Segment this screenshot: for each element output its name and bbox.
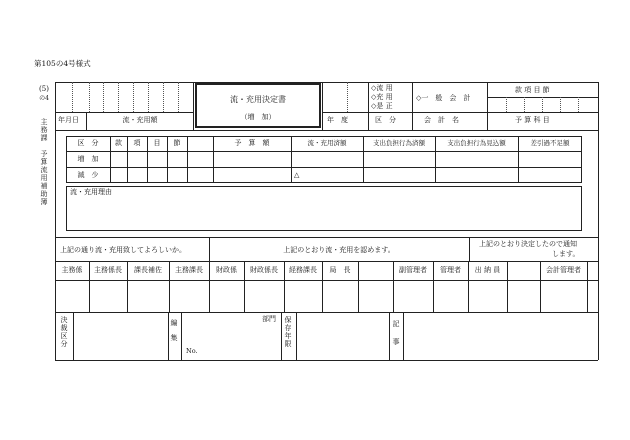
row-label-zouka: 増 加 bbox=[77, 155, 99, 163]
col-header-yosangaku: 予 算 額 bbox=[234, 139, 270, 147]
minus-mark: △ bbox=[294, 171, 300, 179]
row-label-genshou: 減 少 bbox=[77, 171, 99, 179]
decided-text-line2: します。 bbox=[552, 250, 580, 258]
approve-text: 上記のとおり流・充用を認めます。 bbox=[283, 246, 395, 254]
role-suitoin: 出 納 員 bbox=[474, 266, 501, 274]
col-header-setsu: 節 bbox=[173, 139, 181, 147]
kind-option-juyo: ◇充 用 bbox=[371, 93, 393, 101]
role-kacho-hosa: 課長補佐 bbox=[134, 266, 162, 274]
decision-label: 決裁区分 bbox=[60, 316, 68, 349]
role-zaisei-kakaricho: 財政係長 bbox=[250, 266, 278, 274]
budget-item-label: 予 算 科 目 bbox=[515, 116, 550, 124]
kind-option-zesei: ◇是 正 bbox=[371, 102, 393, 110]
role-fuku-kanrisha: 副管理者 bbox=[399, 266, 427, 274]
role-shumu-kakaricho: 主務係長 bbox=[94, 266, 122, 274]
amount-label: 流・充用額 bbox=[122, 116, 158, 124]
decided-text-line1: 上記のとおり決定したので通知 bbox=[479, 240, 577, 248]
retention-label: 保存年限 bbox=[284, 316, 292, 349]
account-label: 会 計 名 bbox=[424, 116, 459, 124]
col-header-ryujuyo-sumi: 流・充用済額 bbox=[307, 139, 347, 147]
no-label: No. bbox=[186, 347, 198, 355]
doc-sub: （増 加） bbox=[240, 113, 276, 121]
col-header-shishutsu-sumi: 支出負担行為済額 bbox=[373, 139, 425, 147]
col-header-sashihiki: 差引過不足額 bbox=[530, 139, 570, 147]
side-title: 予算流用補助簿 bbox=[40, 150, 48, 207]
side-suffix: の4 bbox=[39, 95, 49, 102]
role-kanrisha: 管理者 bbox=[440, 266, 461, 274]
role-keimu-kacho: 経務課長 bbox=[289, 266, 317, 274]
record-label: 記事 bbox=[392, 320, 400, 346]
side-dept: 主務課 bbox=[40, 118, 48, 143]
item-label: 款 項 目 節 bbox=[515, 86, 550, 94]
bumon-label: 部門 bbox=[262, 315, 276, 323]
kind-option-ryuyo: ◇流 用 bbox=[371, 84, 393, 92]
class-label: 区 分 bbox=[375, 116, 396, 124]
side-number: (5) bbox=[39, 85, 49, 93]
reason-label: 流・充用理由 bbox=[70, 188, 112, 196]
role-kyokucho: 局 長 bbox=[329, 266, 351, 274]
col-header-kan: 款 bbox=[115, 139, 122, 147]
request-text: 上記の通り流・充用致してよろしいか。 bbox=[60, 246, 186, 254]
role-zaisei-kakari: 財政係 bbox=[216, 266, 237, 274]
account-option: ◇一 般 会 計 bbox=[416, 94, 471, 102]
edit-label: 編集 bbox=[170, 319, 178, 343]
role-kaikei-kanrisha: 会計管理者 bbox=[546, 266, 581, 274]
col-header-shishutsu-mikomi: 支出負担行為見込額 bbox=[447, 139, 506, 147]
doc-title: 流・充用決定書 bbox=[230, 95, 286, 104]
col-header-moku: 目 bbox=[153, 139, 161, 147]
date-label: 年月日 bbox=[58, 116, 79, 124]
year-label: 年 度 bbox=[327, 116, 348, 124]
role-shumu-kacho: 主務課長 bbox=[175, 266, 203, 274]
col-header-kubun: 区 分 bbox=[77, 139, 99, 147]
col-header-kou: 項 bbox=[133, 139, 141, 147]
form-number: 第105の4号様式 bbox=[34, 59, 91, 68]
role-shumu-kakari: 主務係 bbox=[61, 266, 83, 274]
